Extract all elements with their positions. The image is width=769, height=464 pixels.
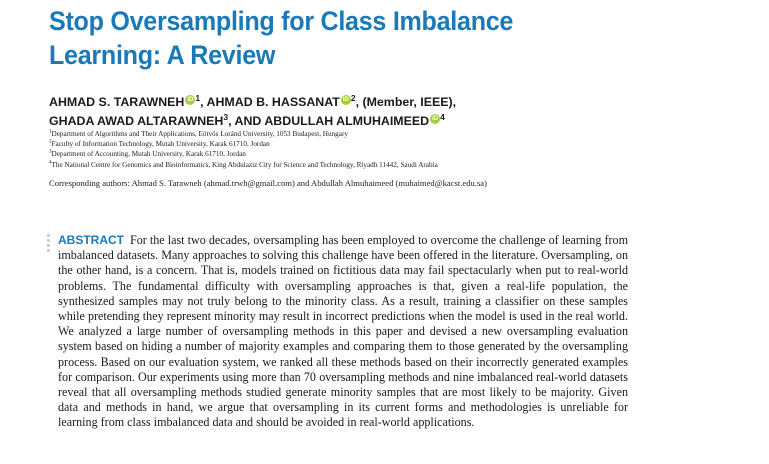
affiliation-text: Department of Accounting, Mutah University, Karak 61710, Jordan	[51, 150, 246, 159]
affiliation-item	[49, 129, 689, 139]
paper-title	[49, 4, 644, 72]
affiliation-item	[49, 149, 689, 159]
orcid-icon[interactable]: iD	[187, 96, 194, 103]
affiliation-num: 1	[49, 129, 52, 135]
affiliation-num: 2	[49, 139, 52, 145]
abstract-text: For the last two decades, oversampling has been employed to overcome the challenge of learning from imbalanced datasets. Many approaches to solving this challenge have been offered in the literature. Oversampling, on the other hand, is a concern. That is, models trained on fictitious data may fail spectacularly when put to real-world problems. The fundamental difficulty with oversampling approaches is that, given a real-life population, the synthesized samples may not truly belong to the minority class. As a result, training a classifier on these samples while pretending they represent minority may result in incorrect predictions when the model is used in the real world. We analyzed a large number of oversampling methods in this paper and devised a new oversampling evaluation system based on hiding a number of majority examples and comparing them to those generated by the oversampling process. Based on our evaluation system, we ranked all these methods based on their incorrectly generated examples for comparison. Our experiments using more than 70 oversampling methods and nine imbalanced real-world datasets reveal that all oversampling methods studied generate minority samples that are most likely to be majority. Given data and methods in hand, we argue that oversampling in its current forms and methodologies is unreliable for learning from class imbalanced data and should be avoided in real-world applications.	[58, 233, 628, 430]
author-line-1	[49, 93, 689, 112]
author-name: GHADA AWAD ALTARAWNEH	[49, 114, 224, 128]
author-sup: 3	[223, 111, 229, 122]
author-sup: 2	[350, 92, 356, 103]
orcid-icon[interactable]: iD	[342, 96, 349, 103]
orcid-icon[interactable]: iD	[432, 115, 439, 122]
author-name: , AHMAD B. HASSANAT	[200, 95, 340, 109]
abstract-label: ABSTRACT	[58, 233, 124, 247]
title-line-2: Learning: A Review	[49, 40, 276, 70]
affiliation-item	[49, 139, 689, 149]
affiliation-num: 3	[49, 150, 52, 156]
author-list	[49, 93, 689, 131]
author-sup: 1	[195, 92, 201, 103]
author-name: AHMAD S. TARAWNEH	[49, 95, 185, 109]
affiliation-text: Department of Algorithms and Their Applications, Eötvös Loránd University, 1053 Budapest, Hungary	[51, 130, 348, 138]
affiliation-text: The National Centre for Genomics and Bioinformatics, King Abdulaziz City for Science and Technology, Riyadh 11442, Saudi Arabia	[51, 160, 438, 169]
author-sup: 4	[440, 111, 445, 122]
author-membership: , (Member, IEEE),	[355, 95, 457, 109]
affiliation-item	[49, 160, 689, 170]
abstract	[58, 233, 628, 431]
affiliation-text: Faculty of Information Technology, Mutah University, Karak 61710, Jordan	[51, 140, 270, 149]
title-line-1: Stop Oversampling for Class Imbalance	[49, 6, 514, 36]
corresponding-authors: Corresponding authors: Ahmad S. Tarawneh (ahmad.trwh@gmail.com) and Abdullah Almuhaimeed (muhaimed@kacst.edu.sa)	[49, 178, 487, 188]
margin-marker	[47, 234, 51, 254]
author-name: , AND ABDULLAH ALMUHAIMEED	[228, 114, 430, 128]
affiliation-num: 4	[49, 160, 52, 166]
affiliations	[49, 129, 689, 170]
